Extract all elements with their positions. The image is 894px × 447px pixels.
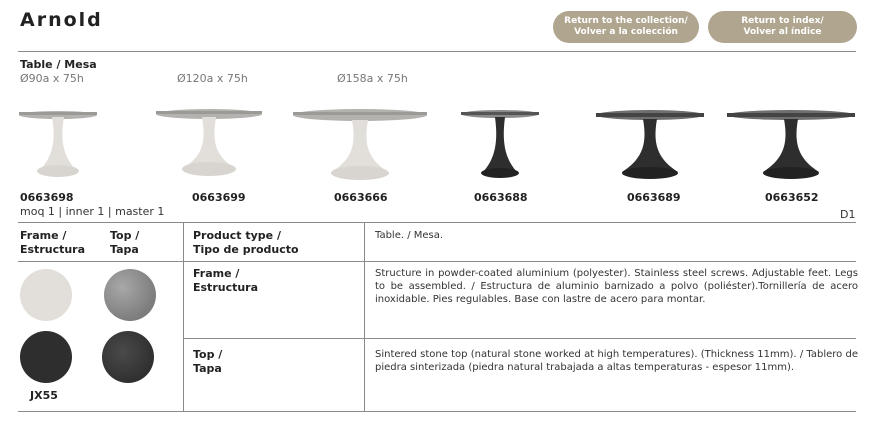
table-image-white-90: [16, 100, 100, 182]
frame-swatch-white: [20, 269, 72, 321]
top-swatch-grey-stone: [104, 269, 156, 321]
product-type-header: [193, 229, 299, 257]
table-image-white-158: [290, 102, 430, 182]
frame-description: Structure in powder-coated aluminium (polyester). Stainless steel screws. Adjustable feet. Legs to be assembled. / Estructura de aluminio barnizado a polvo (poliéster).Tornillería de acero inoxidable. Pies regulables. Base con lastre de acero para montar.: [375, 268, 858, 305]
return-to-collection-label-es: Volver a la colección: [574, 27, 678, 37]
table-header-rule: [18, 261, 856, 262]
top-header-es: Tapa: [110, 243, 139, 256]
product-code: 0663666: [334, 191, 388, 204]
product-type-header-es: Tipo de producto: [193, 243, 299, 256]
frame-column-header: [20, 229, 85, 257]
size-label-90: Ø90a x 75h: [20, 72, 84, 85]
table-column-divider: [364, 222, 365, 412]
category-label: Table / Mesa: [20, 58, 97, 71]
top-header-en: Top /: [110, 229, 140, 242]
frame-row-header-en: Frame /: [193, 267, 240, 280]
table-image-black-120: [592, 104, 708, 182]
product-type-value: Table. / Mesa.: [375, 230, 444, 241]
product-code: 0663699: [192, 191, 246, 204]
top-row-header-en: Top /: [193, 348, 223, 361]
table-row-rule: [183, 338, 856, 339]
table-image-white-120: [153, 100, 265, 182]
size-label-158: Ø158a x 75h: [337, 72, 408, 85]
return-to-index-button[interactable]: [708, 11, 857, 43]
table-image-black-158: [723, 104, 859, 182]
header-divider: [18, 51, 856, 52]
return-to-collection-button[interactable]: [553, 11, 699, 43]
product-code: 0663689: [627, 191, 681, 204]
top-swatch-dark-stone: [102, 331, 154, 383]
product-code: 0663698: [20, 191, 74, 204]
top-row-header: [193, 348, 222, 376]
product-code: 0663652: [765, 191, 819, 204]
page-reference: D1: [840, 208, 856, 221]
return-to-index-label-en: Return to index/: [741, 16, 824, 26]
top-row-header-es: Tapa: [193, 362, 222, 375]
top-finish-code: JX55: [30, 389, 58, 402]
table-image-black-90: [457, 104, 543, 182]
table-column-divider: [183, 222, 184, 412]
top-description: Sintered stone top (natural stone worked at high temperatures). (Thickness 11mm). / Tablero de piedra sinterizada (piedra natural trabajada a altas temperaturas - espesor 11mm).: [375, 349, 858, 373]
frame-swatch-black: [20, 331, 72, 383]
top-column-header: [110, 229, 139, 257]
table-top-rule: [18, 222, 856, 223]
size-label-120: Ø120a x 75h: [177, 72, 248, 85]
frame-header-en: Frame /: [20, 229, 67, 242]
product-code: 0663688: [474, 191, 528, 204]
return-to-collection-label-en: Return to the collection/: [564, 16, 688, 26]
frame-row-header: [193, 267, 258, 295]
page-title: Arnold: [20, 9, 103, 31]
frame-header-es: Estructura: [20, 243, 86, 256]
product-type-header-en: Product type /: [193, 229, 281, 242]
return-to-index-label-es: Volver al índice: [743, 27, 822, 37]
packing-info: moq 1 | inner 1 | master 1: [20, 205, 165, 218]
table-bottom-rule: [18, 411, 856, 412]
frame-row-header-es: Estructura: [193, 281, 259, 294]
